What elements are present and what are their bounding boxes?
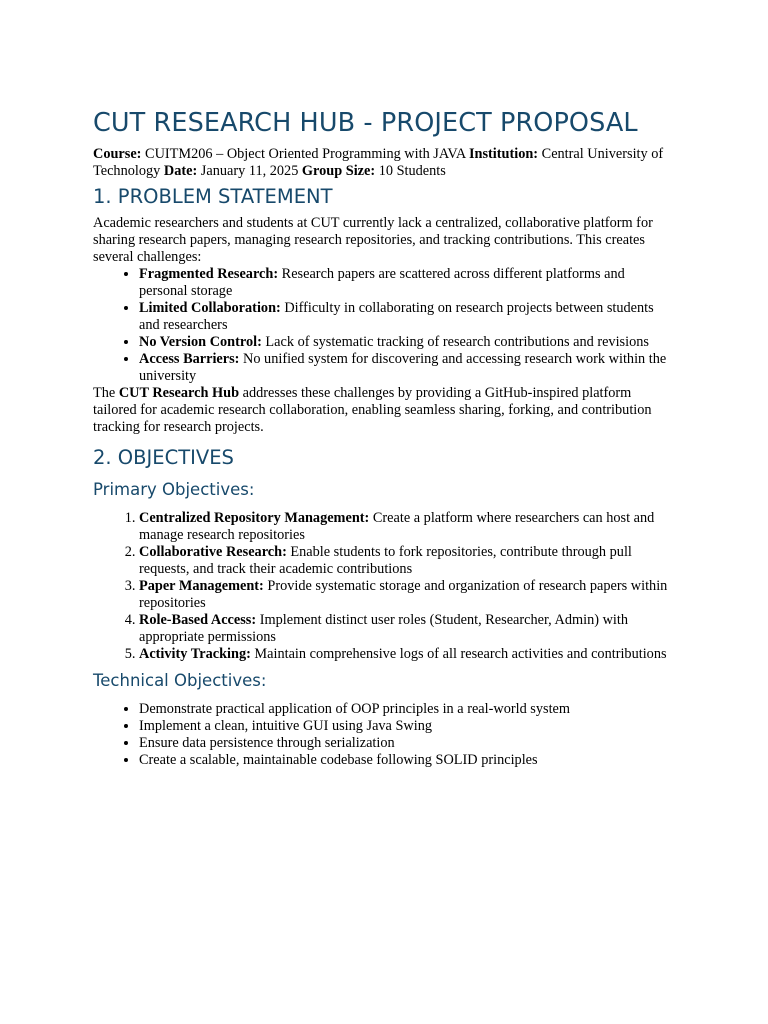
technical-objectives-heading: Technical Objectives:: [93, 671, 267, 690]
challenge-label: Limited Collaboration:: [139, 300, 281, 316]
objective-text: Create a platform where researchers can host and manage research repositories: [139, 510, 655, 543]
challenge-label: Fragmented Research:: [139, 266, 279, 282]
primary-objectives-heading: Primary Objectives:: [93, 480, 255, 499]
project-meta: [93, 146, 675, 180]
objective-label: Role-Based Access:: [139, 612, 257, 628]
list-item: • Implement a clean, intuitive GUI using Java Swing: [139, 718, 675, 735]
list-item: [139, 510, 675, 544]
challenge-text: Difficulty in collaborating on research projects between students and researchers: [139, 300, 654, 333]
group-size-label: Group Size:: [301, 163, 376, 179]
challenges-list: [93, 266, 675, 385]
institution-label: Institution:: [468, 146, 539, 162]
course-label: Course:: [93, 146, 142, 162]
challenge-label: No Version Control:: [139, 334, 262, 350]
list-item: • Ensure data persistence through serialization: [139, 735, 675, 752]
objective-text: Maintain comprehensive logs of all research activities and contributions: [250, 646, 667, 662]
document-title: CUT RESEARCH HUB - PROJECT PROPOSAL: [93, 108, 638, 138]
challenge-text: Research papers are scattered across different platforms and personal storage: [139, 266, 625, 299]
closing-pre: The: [93, 385, 119, 401]
institution-value: Central University of Technology: [93, 146, 664, 179]
primary-objectives-list: [93, 510, 675, 663]
objective-label: Centralized Repository Management:: [139, 510, 370, 526]
objectives-heading: 2. OBJECTIVES: [93, 446, 234, 469]
closing-post: addresses these challenges by providing a GitHub-inspired platform tailored for academic research collaboration, enabling seamless sharing, forking, and contribution tracking for research projects.: [93, 385, 652, 435]
objective-text: Enable students to fork repositories, contribute through pull requests, and track their academic contributions: [139, 544, 632, 577]
objective-label: Paper Management:: [139, 578, 264, 594]
list-item: [139, 351, 675, 385]
date-label: Date:: [163, 163, 198, 179]
problem-statement-heading: 1. PROBLEM STATEMENT: [93, 185, 333, 208]
objective-text: Implement distinct user roles (Student, Researcher, Admin) with appropriate permissions: [139, 612, 628, 645]
challenge-label: Access Barriers:: [139, 351, 240, 367]
list-item: [139, 578, 675, 612]
objective-label: Activity Tracking:: [139, 646, 251, 662]
list-item: [139, 612, 675, 646]
objective-text: Provide systematic storage and organization of research papers within repositories: [139, 578, 668, 611]
problem-closing: [93, 385, 675, 436]
challenge-text: Lack of systematic tracking of research contributions and revisions: [261, 334, 649, 350]
list-item: • Create a scalable, maintainable codebase following SOLID principles: [139, 752, 675, 769]
technical-objectives-list: [93, 701, 675, 769]
group-size-value: 10 Students: [375, 163, 446, 179]
list-item: [139, 266, 675, 300]
list-item: [139, 300, 675, 334]
list-item: • Demonstrate practical application of OOP principles in a real-world system: [139, 701, 675, 718]
closing-bold: CUT Research Hub: [118, 385, 240, 401]
challenge-text: No unified system for discovering and accessing research work within the university: [139, 351, 667, 384]
list-item: [139, 646, 675, 663]
date-value: January 11, 2025: [197, 163, 302, 179]
objective-label: Collaborative Research:: [139, 544, 287, 560]
problem-intro: Academic researchers and students at CUT currently lack a centralized, collaborative platform for sharing research papers, managing research repositories, and tracking contributions. This creates several challenges:: [93, 215, 653, 265]
list-item: [139, 544, 675, 578]
list-item: [139, 334, 675, 351]
course-value: CUITM206 – Object Oriented Programming with JAVA: [141, 146, 469, 162]
